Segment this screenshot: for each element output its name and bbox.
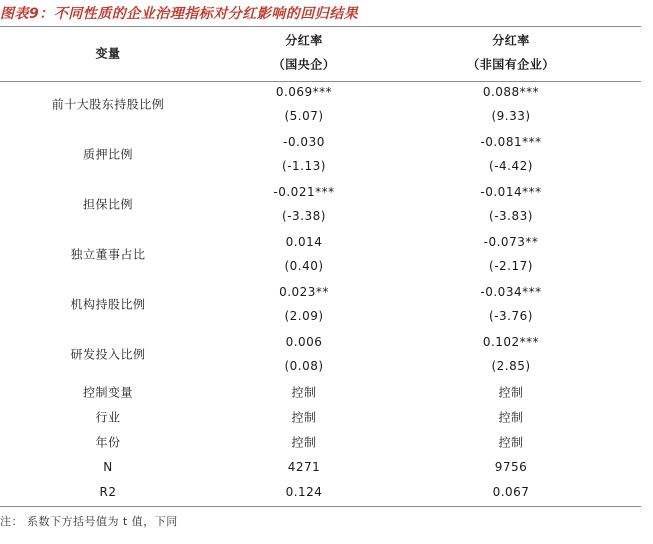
tstat-soe: (-1.13) — [282, 159, 326, 173]
coef-nonsoe: 0.102*** — [482, 335, 540, 349]
control-label: 行业 — [95, 410, 121, 425]
tstat-nonsoe: (2.85) — [491, 359, 531, 373]
table-note: 注： 系数下方括号值为 t 值，下同 — [0, 515, 178, 528]
control-label: 控制变量 — [82, 385, 134, 400]
header-col1-line2: （国央企） — [272, 57, 336, 72]
control-value-nonsoe: 控制 — [498, 435, 524, 450]
row-label: 机构持股比例 — [70, 297, 146, 312]
coef-nonsoe: 0.088*** — [482, 85, 540, 99]
coef-soe: -0.030 — [283, 135, 325, 149]
row-label: 前十大股东持股比例 — [51, 97, 165, 112]
control-value-nonsoe: 0.067 — [492, 485, 530, 499]
coef-nonsoe: -0.014*** — [480, 185, 542, 199]
header-col2-line1: 分红率 — [492, 33, 530, 48]
header-col2-line2: （非国有企业） — [467, 57, 555, 72]
tstat-nonsoe: (-3.76) — [489, 309, 533, 323]
coef-nonsoe: -0.073** — [483, 235, 539, 249]
control-value-soe: 控制 — [291, 435, 317, 450]
control-value-nonsoe: 控制 — [498, 410, 524, 425]
coef-nonsoe: -0.034*** — [480, 285, 542, 299]
tstat-nonsoe: (-4.42) — [489, 159, 533, 173]
tstat-soe: (0.40) — [284, 259, 324, 273]
tstat-nonsoe: (-3.83) — [489, 209, 533, 223]
control-label: 年份 — [95, 435, 121, 450]
row-label: 担保比例 — [82, 197, 134, 212]
tstat-soe: (5.07) — [284, 109, 324, 123]
control-value-soe: 控制 — [291, 385, 317, 400]
coef-soe: 0.006 — [285, 335, 323, 349]
tstat-soe: (0.08) — [284, 359, 324, 373]
control-label: R2 — [99, 485, 117, 499]
header-col1-line1: 分红率 — [285, 33, 323, 48]
control-value-nonsoe: 控制 — [498, 385, 524, 400]
coef-nonsoe: -0.081*** — [480, 135, 542, 149]
coef-soe: -0.021*** — [273, 185, 335, 199]
coef-soe: 0.069*** — [275, 85, 333, 99]
control-label: N — [103, 460, 113, 474]
coef-soe: 0.014 — [285, 235, 323, 249]
header-variable: 变量 — [95, 46, 121, 61]
coef-soe: 0.023** — [279, 285, 329, 299]
control-value-nonsoe: 9756 — [494, 460, 528, 474]
header-rule — [0, 81, 641, 82]
top-rule — [0, 26, 641, 27]
row-label: 独立董事占比 — [70, 247, 146, 262]
tstat-nonsoe: (-2.17) — [489, 259, 533, 273]
row-label: 质押比例 — [82, 147, 134, 162]
row-label: 研发投入比例 — [70, 347, 146, 362]
control-value-soe: 0.124 — [285, 485, 323, 499]
bottom-rule — [0, 506, 641, 507]
tstat-soe: (-3.38) — [282, 209, 326, 223]
tstat-nonsoe: (9.33) — [491, 109, 531, 123]
tstat-soe: (2.09) — [284, 309, 324, 323]
table-title: 图表9：不同性质的企业治理指标对分红影响的回归结果 — [0, 6, 359, 22]
control-value-soe: 4271 — [287, 460, 321, 474]
control-value-soe: 控制 — [291, 410, 317, 425]
